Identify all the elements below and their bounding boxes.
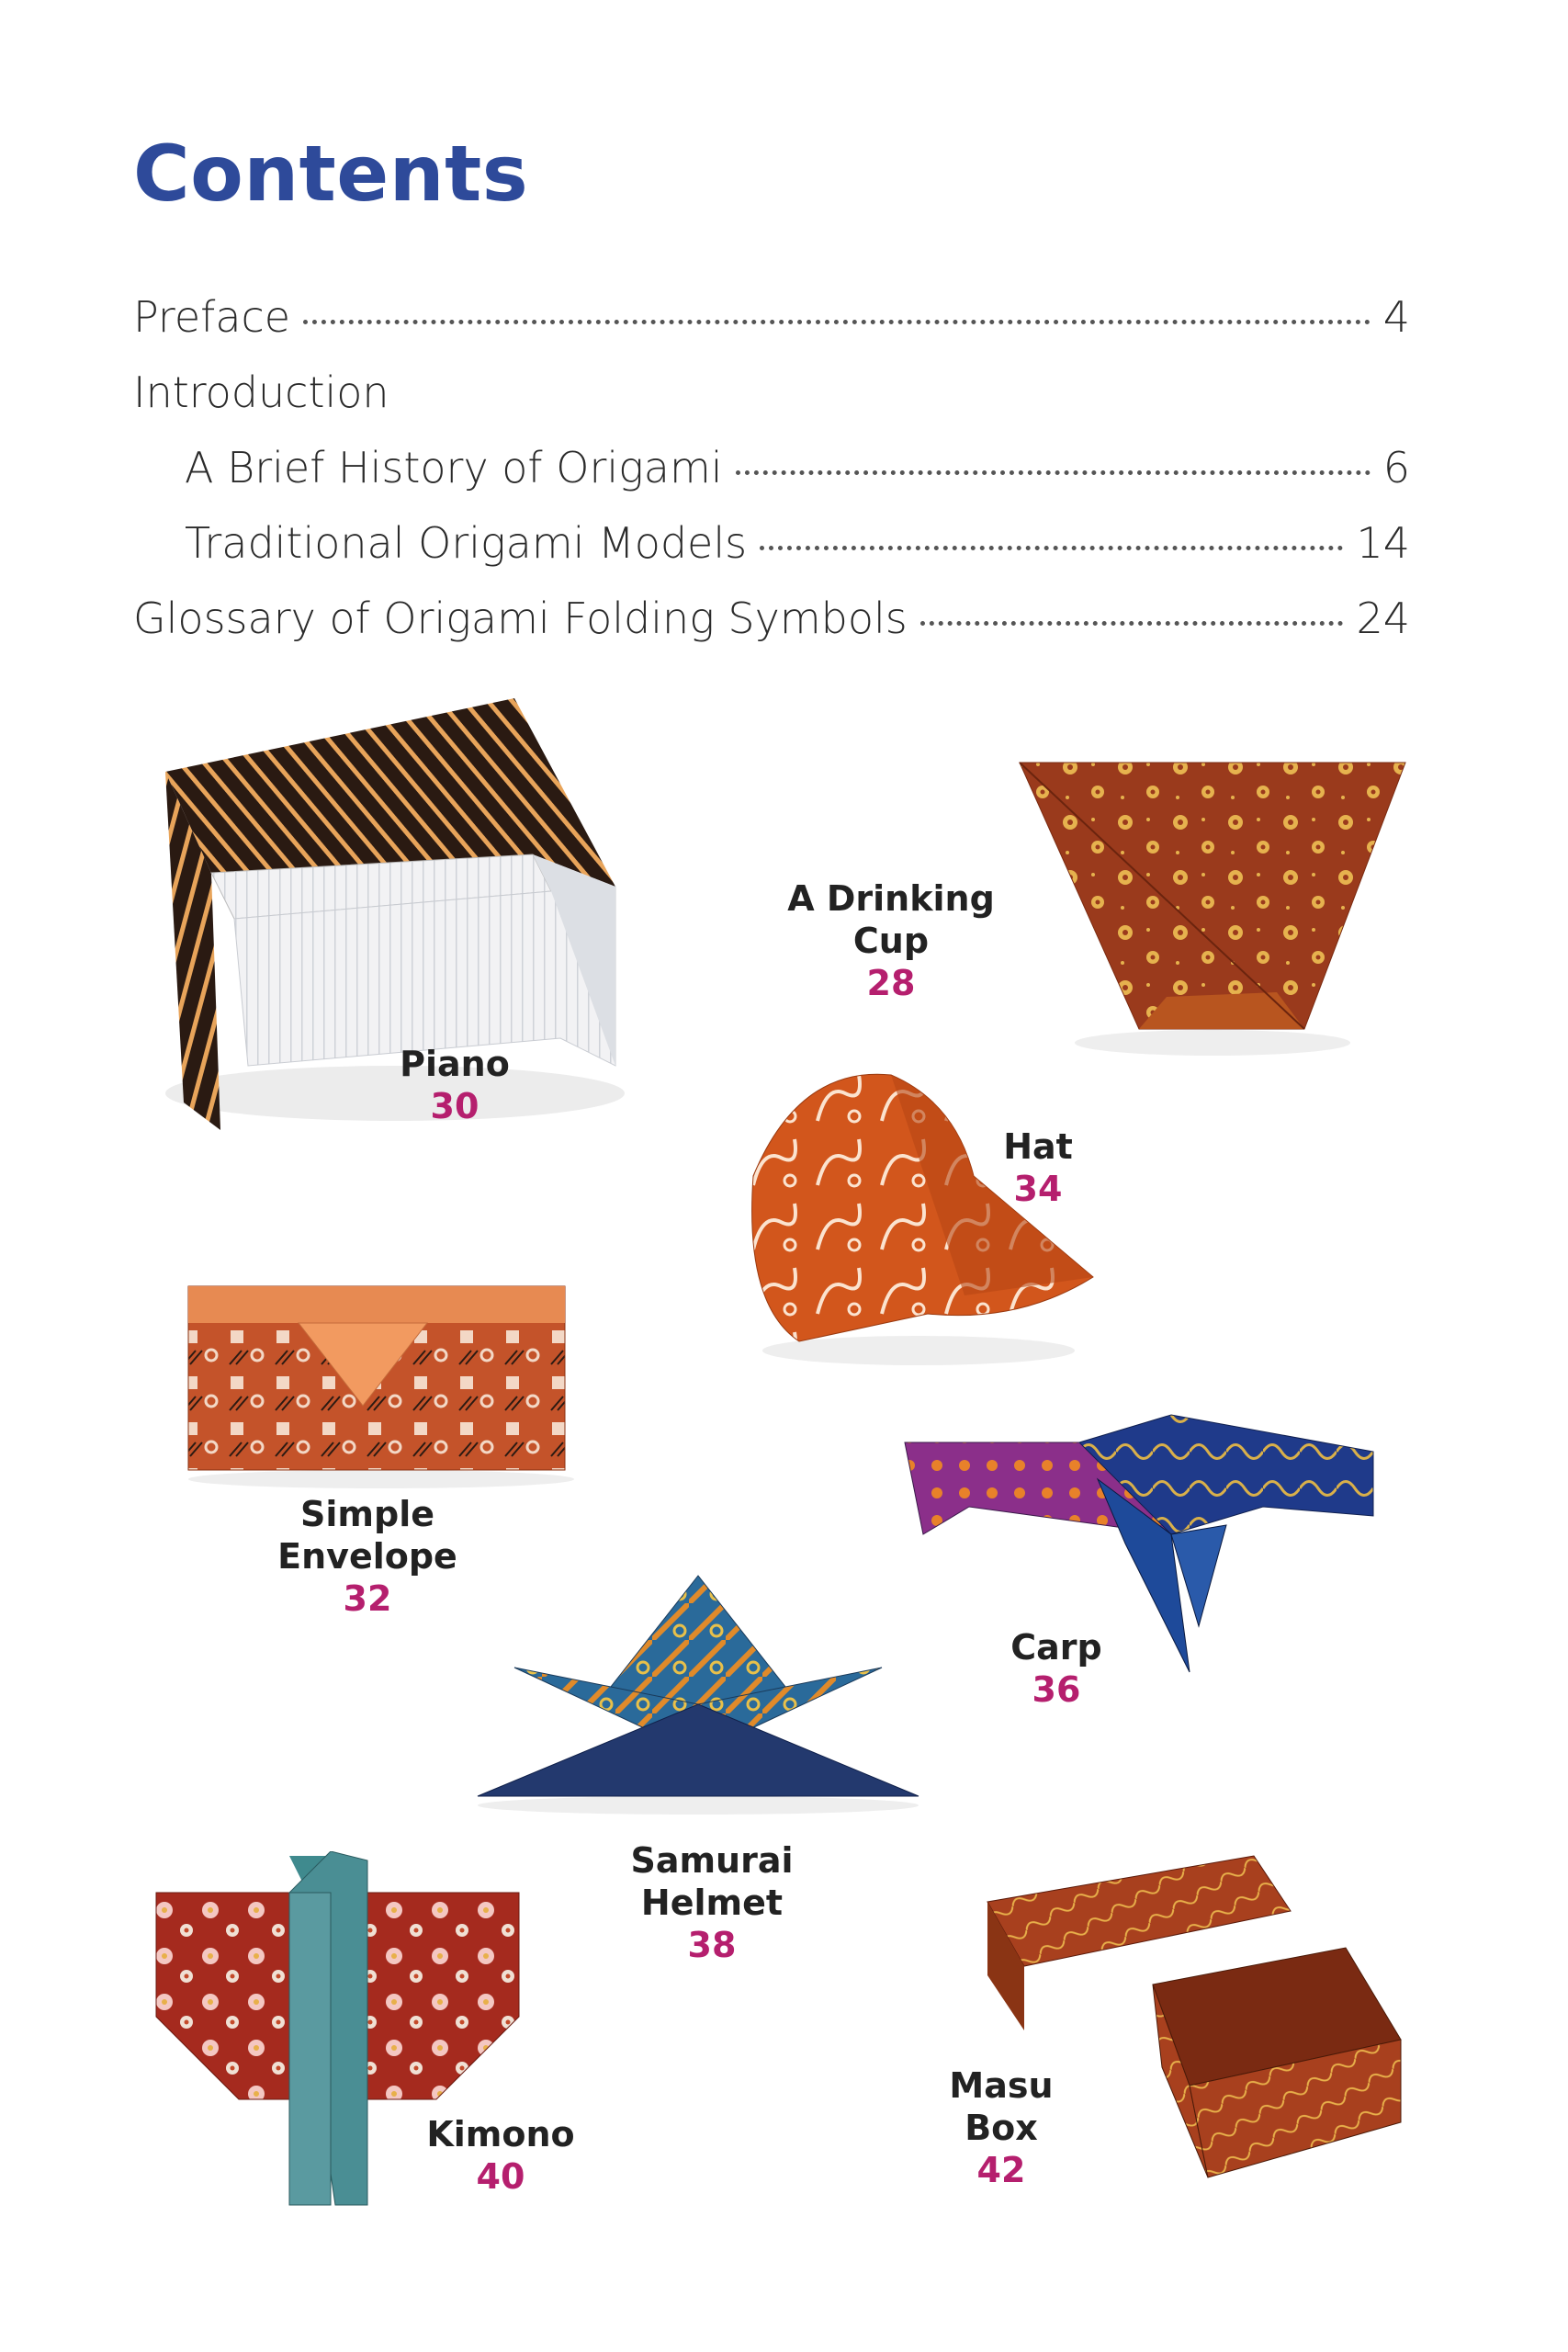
toc-entry-introduction <box>133 368 1410 443</box>
toc-entry-title: Preface <box>133 292 291 342</box>
model-label-carp[interactable] <box>1001 1626 1111 1711</box>
toc-entry-title: Introduction <box>133 368 389 417</box>
drinking-cup-model-image <box>1001 753 1424 1057</box>
model-name: Samurai Helmet <box>630 1840 794 1923</box>
simple-envelope-model-image <box>179 1277 583 1488</box>
model-label-drinking-cup[interactable] <box>753 877 1029 1004</box>
toc-entry-page: 6 <box>1382 443 1410 492</box>
toc-entry-glossary[interactable] <box>133 594 1410 669</box>
model-name: Hat <box>1003 1126 1073 1167</box>
model-page-number: 32 <box>343 1578 392 1619</box>
model-page-number: 34 <box>1013 1169 1063 1209</box>
toc-entry-title: Traditional Origami Models <box>185 518 748 568</box>
toc-entry-traditional-models[interactable] <box>133 518 1410 594</box>
model-page-number: 38 <box>687 1925 737 1965</box>
toc-entry-title: Glossary of Origami Folding Symbols <box>133 594 908 643</box>
model-name: Piano <box>400 1044 510 1084</box>
dot-leader <box>760 546 1343 550</box>
model-label-kimono[interactable] <box>413 2113 588 2198</box>
samurai-helmet-model-image <box>468 1566 928 1815</box>
model-name: Carp <box>1010 1627 1102 1668</box>
hat-model-image <box>744 1066 1102 1369</box>
dot-leader <box>303 320 1371 324</box>
table-of-contents <box>133 292 1410 669</box>
model-page-number: 30 <box>430 1086 479 1126</box>
model-label-masu-box[interactable] <box>909 2064 1093 2191</box>
model-page-number: 36 <box>1032 1669 1081 1710</box>
toc-entry-history[interactable] <box>133 443 1410 518</box>
model-page-number: 28 <box>866 963 916 1003</box>
model-name: Masu Box <box>949 2065 1054 2148</box>
model-page-number: 42 <box>976 2150 1026 2190</box>
toc-entry-title: A Brief History of Origami <box>185 443 723 492</box>
carp-model-image <box>896 1396 1382 1681</box>
model-name: Kimono <box>426 2114 575 2154</box>
model-label-samurai-helmet[interactable] <box>560 1839 863 1966</box>
toc-entry-page: 24 <box>1356 594 1410 643</box>
toc-entry-page: 4 <box>1382 292 1410 342</box>
dot-leader <box>736 470 1371 475</box>
dot-leader <box>920 621 1344 626</box>
model-label-hat[interactable] <box>983 1125 1093 1210</box>
model-name: Simple Envelope <box>277 1494 457 1577</box>
page-title: Contents <box>133 129 529 219</box>
model-label-piano[interactable] <box>363 1043 547 1127</box>
toc-entry-preface[interactable] <box>133 292 1410 368</box>
model-name: A Drinking Cup <box>787 878 995 961</box>
model-page-number: 40 <box>476 2156 525 2197</box>
toc-entry-page: 14 <box>1356 518 1410 568</box>
